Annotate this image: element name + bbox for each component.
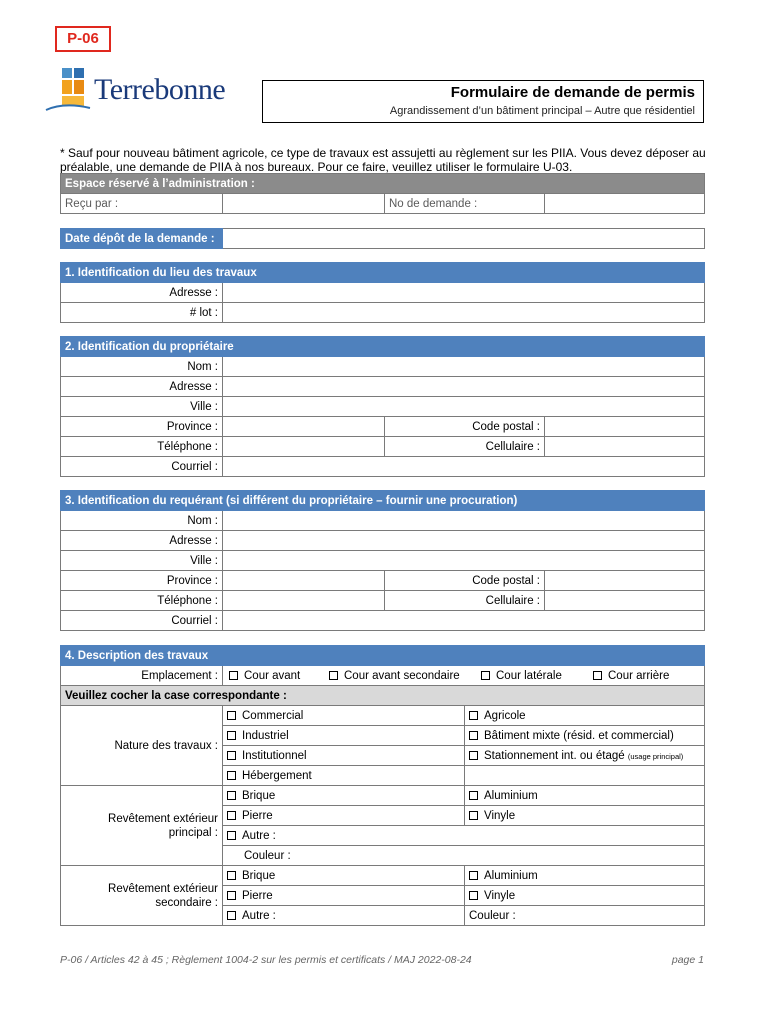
agricole-label: Agricole <box>484 709 526 722</box>
s3-code-postal-field[interactable] <box>545 571 705 591</box>
rp-aluminium-checkbox[interactable] <box>469 791 478 800</box>
rp-pierre-checkbox[interactable] <box>227 811 236 820</box>
rs-autre-label: Autre : <box>242 909 276 922</box>
footer-page-number: page 1 <box>671 954 704 966</box>
s2-nom-field[interactable] <box>223 357 705 377</box>
s2-cellulaire-label: Cellulaire : <box>385 437 545 457</box>
cour-arriere-label: Cour arrière <box>608 669 670 682</box>
recu-par-label: Reçu par : <box>61 194 223 214</box>
industriel-option[interactable] <box>223 726 465 746</box>
s1-adresse-label: Adresse : <box>61 283 223 303</box>
s3-province-label: Province : <box>61 571 223 591</box>
rp-autre-label: Autre : <box>242 829 276 842</box>
cour-avant-checkbox[interactable] <box>229 671 238 680</box>
rp-vinyle-checkbox[interactable] <box>469 811 478 820</box>
rs-aluminium-checkbox[interactable] <box>469 871 478 880</box>
s1-adresse-field[interactable] <box>223 283 705 303</box>
commercial-checkbox[interactable] <box>227 711 236 720</box>
date-depot-label: Date dépôt de la demande : <box>61 229 223 249</box>
section-2-table <box>60 336 705 477</box>
admin-header: Espace réservé à l’administration : <box>61 174 705 194</box>
cour-avant-label: Cour avant <box>244 669 301 682</box>
rs-vinyle-checkbox[interactable] <box>469 891 478 900</box>
s2-province-field[interactable] <box>223 417 385 437</box>
rs-brique-checkbox[interactable] <box>227 871 236 880</box>
section-4-header: 4. Description des travaux <box>61 646 705 666</box>
cour-avant-secondaire-label: Cour avant secondaire <box>344 669 460 682</box>
s2-cellulaire-field[interactable] <box>545 437 705 457</box>
batiment-mixte-label: Bâtiment mixte (résid. et commercial) <box>484 729 674 742</box>
rs-vinyle-label: Vinyle <box>484 889 516 902</box>
cour-laterale-label: Cour latérale <box>496 669 562 682</box>
logo-wordmark: Terrebonne <box>94 73 226 106</box>
institutionnel-checkbox[interactable] <box>227 751 236 760</box>
industriel-checkbox[interactable] <box>227 731 236 740</box>
rp-pierre-label: Pierre <box>242 809 273 822</box>
rp-autre-checkbox[interactable] <box>227 831 236 840</box>
s1-lot-label: # lot : <box>61 303 223 323</box>
section-1-table <box>60 262 705 323</box>
s3-code-postal-label: Code postal : <box>385 571 545 591</box>
hebergement-label: Hébergement <box>242 769 312 782</box>
rev-secondaire-label-line1: Revêtement extérieur <box>108 882 218 895</box>
rp-couleur-field[interactable] <box>223 846 705 866</box>
rs-pierre-checkbox[interactable] <box>227 891 236 900</box>
section-2-header: 2. Identification du propriétaire <box>61 337 705 357</box>
institutionnel-option[interactable] <box>223 746 465 766</box>
s3-province-field[interactable] <box>223 571 385 591</box>
institutionnel-label: Institutionnel <box>242 749 307 762</box>
rp-vinyle-label: Vinyle <box>484 809 516 822</box>
no-demande-field[interactable] <box>545 194 705 214</box>
rev-principal-label-line1: Revêtement extérieur <box>108 812 218 825</box>
s3-nom-field[interactable] <box>223 511 705 531</box>
s2-code-postal-label: Code postal : <box>385 417 545 437</box>
cour-laterale-checkbox[interactable] <box>481 671 490 680</box>
rev-principal-label-line2: principal : <box>168 826 218 839</box>
s1-lot-field[interactable] <box>223 303 705 323</box>
rev-principal-label <box>61 786 223 866</box>
s3-adresse-field[interactable] <box>223 531 705 551</box>
stationnement-label: Stationnement int. ou étagé <box>484 749 625 762</box>
s3-ville-label: Ville : <box>61 551 223 571</box>
s3-telephone-label: Téléphone : <box>61 591 223 611</box>
piia-note: * Sauf pour nouveau bâtiment agricole, ce type de travaux est assujetti au règlement sur les PIIA. Vous devez déposer au préalable, une demande de PIIA à nos bureaux. Pour ce faire, veuillez utiliser le formulaire U-03. <box>60 146 706 174</box>
date-depot-table <box>60 228 705 249</box>
s2-telephone-field[interactable] <box>223 437 385 457</box>
nature-label: Nature des travaux : <box>61 706 223 786</box>
s2-nom-label: Nom : <box>61 357 223 377</box>
s3-adresse-label: Adresse : <box>61 531 223 551</box>
s3-courriel-field[interactable] <box>223 611 705 631</box>
rs-aluminium-label: Aluminium <box>484 869 538 882</box>
section-3-header: 3. Identification du requérant (si différent du propriétaire – fournir une procuration) <box>61 491 705 511</box>
footer-reference: P-06 / Articles 42 à 45 ; Règlement 1004-2 sur les permis et certificats / MAJ 2022-08-24 <box>60 954 472 966</box>
rs-brique-label: Brique <box>242 869 276 882</box>
s2-province-label: Province : <box>61 417 223 437</box>
rp-aluminium-label: Aluminium <box>484 789 538 802</box>
section-3-table <box>60 490 705 631</box>
s2-courriel-label: Courriel : <box>61 457 223 477</box>
rp-couleur-label: Couleur : <box>244 849 291 862</box>
instruction-row: Veuillez cocher la case correspondante : <box>61 686 705 706</box>
s2-adresse-field[interactable] <box>223 377 705 397</box>
rs-vinyle-option[interactable] <box>465 886 705 906</box>
form-subtitle: Agrandissement d’un bâtiment principal – Autre que résidentiel <box>389 105 695 117</box>
s2-telephone-label: Téléphone : <box>61 437 223 457</box>
stationnement-checkbox[interactable] <box>469 751 478 760</box>
hebergement-option[interactable] <box>223 766 465 786</box>
s3-cellulaire-field[interactable] <box>545 591 705 611</box>
s3-nom-label: Nom : <box>61 511 223 531</box>
date-depot-field[interactable] <box>223 229 705 249</box>
form-title: Formulaire de demande de permis <box>450 84 695 101</box>
batiment-mixte-checkbox[interactable] <box>469 731 478 740</box>
recu-par-field[interactable] <box>223 194 385 214</box>
rs-pierre-label: Pierre <box>242 889 273 902</box>
batiment-mixte-option[interactable] <box>465 726 705 746</box>
form-code-badge: P-06 <box>55 26 111 52</box>
rp-aluminium-option[interactable] <box>465 786 705 806</box>
rp-brique-checkbox[interactable] <box>227 791 236 800</box>
s2-code-postal-field[interactable] <box>545 417 705 437</box>
rs-autre-checkbox[interactable] <box>227 911 236 920</box>
stationnement-option[interactable] <box>465 746 705 766</box>
rp-pierre-option[interactable] <box>223 806 465 826</box>
cour-arriere-checkbox[interactable] <box>593 671 602 680</box>
s2-adresse-label: Adresse : <box>61 377 223 397</box>
rev-secondaire-label <box>61 866 223 926</box>
section-4-table <box>60 645 705 926</box>
agricole-option[interactable] <box>465 706 705 726</box>
emplacement-label: Emplacement : <box>61 666 223 686</box>
s2-ville-label: Ville : <box>61 397 223 417</box>
rs-pierre-option[interactable] <box>223 886 465 906</box>
industriel-label: Industriel <box>242 729 289 742</box>
rs-couleur-field[interactable] <box>465 906 705 926</box>
section-1-header: 1. Identification du lieu des travaux <box>61 263 705 283</box>
rp-brique-option[interactable] <box>223 786 465 806</box>
rp-vinyle-option[interactable] <box>465 806 705 826</box>
agricole-checkbox[interactable] <box>469 711 478 720</box>
cour-laterale-option[interactable] <box>481 670 593 682</box>
title-box <box>262 80 704 123</box>
no-demande-label: No de demande : <box>385 194 545 214</box>
admin-table <box>60 173 705 214</box>
cour-avant-secondaire-checkbox[interactable] <box>329 671 338 680</box>
s2-ville-field[interactable] <box>223 397 705 417</box>
s3-ville-field[interactable] <box>223 551 705 571</box>
cour-arriere-option[interactable] <box>593 670 669 682</box>
commercial-label: Commercial <box>242 709 304 722</box>
s3-cellulaire-label: Cellulaire : <box>385 591 545 611</box>
cour-avant-option[interactable] <box>229 670 329 682</box>
usage-principal-note: (usage principal) <box>627 751 684 761</box>
rs-autre-option[interactable] <box>223 906 465 926</box>
commercial-option[interactable] <box>223 706 465 726</box>
s3-telephone-field[interactable] <box>223 591 385 611</box>
rev-secondaire-label-line2: secondaire : <box>155 896 218 909</box>
rp-brique-label: Brique <box>242 789 276 802</box>
s3-courriel-label: Courriel : <box>61 611 223 631</box>
cour-avant-secondaire-option[interactable] <box>329 670 481 682</box>
rs-couleur-label: Couleur : <box>469 909 516 922</box>
nature-empty-cell <box>465 766 705 786</box>
hebergement-checkbox[interactable] <box>227 771 236 780</box>
rs-aluminium-option[interactable] <box>465 866 705 886</box>
s2-courriel-field[interactable] <box>223 457 705 477</box>
rp-autre-option[interactable] <box>223 826 705 846</box>
rs-brique-option[interactable] <box>223 866 465 886</box>
